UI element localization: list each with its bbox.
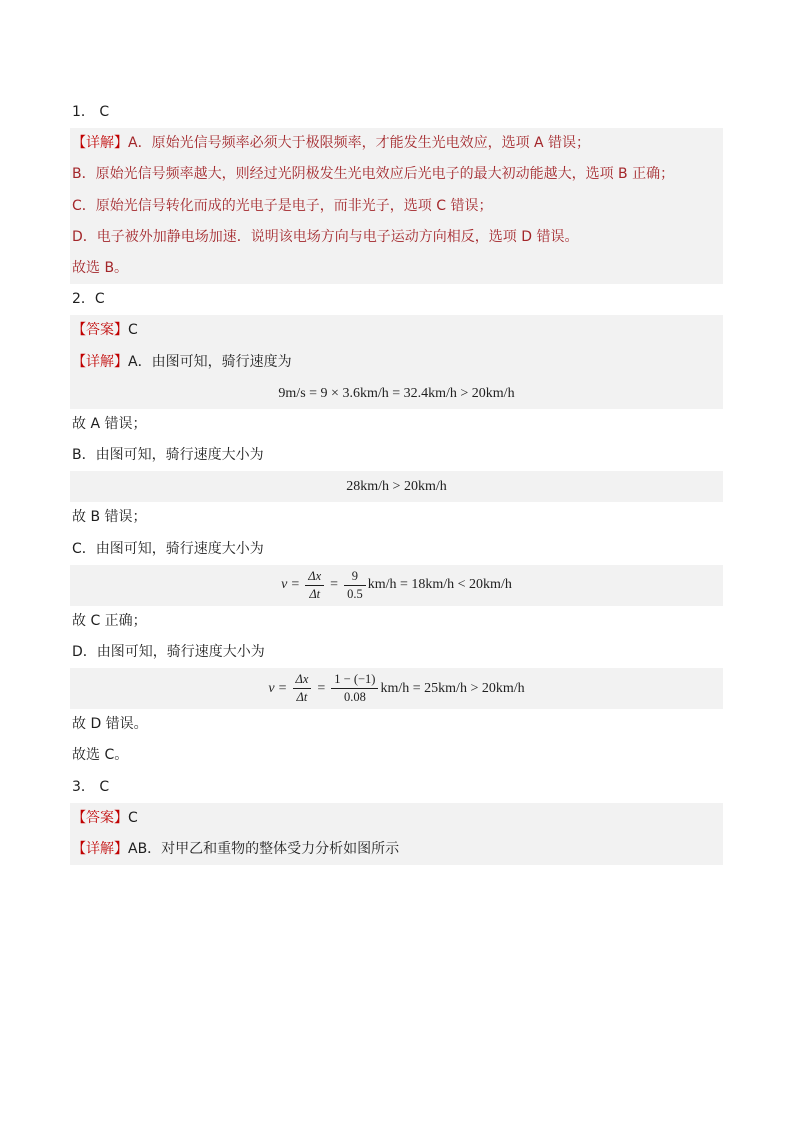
q1-heading: 1． C	[72, 104, 110, 120]
q3-answer-block	[70, 803, 723, 865]
q1-detail-label: 【详解】	[72, 135, 128, 152]
fraction-numerator: 1 − (−1)	[334, 672, 376, 687]
formula-equals: =	[330, 577, 339, 593]
q3-answer-value: C	[128, 809, 138, 826]
q2-option-a-conclusion: 故 A 错误；	[72, 415, 147, 432]
fraction-numerator: 9	[351, 568, 359, 583]
q1-option-d-text: D．电子被外加静电场加速．说明该电场方向与电子运动方向相反，选项 D 错误。	[72, 228, 579, 245]
formula-fraction-values	[331, 672, 378, 705]
q2-option-d-intro: D．由图可知，骑行速度大小为	[72, 644, 265, 660]
q2-answer-line	[70, 315, 723, 346]
q2-option-a-formula: 9m/s = 9 × 3.6km/h = 32.4km/h > 20km/h	[278, 385, 515, 401]
q2-heading: 2．C	[72, 291, 105, 308]
q2-option-c-formula	[70, 565, 723, 606]
question-1	[70, 97, 723, 284]
formula-variable: v	[281, 577, 288, 593]
q1-detail-line	[70, 128, 723, 159]
q2-detail-label: 【详解】	[72, 353, 128, 370]
q3-detail-text: AB．对甲乙和重物的整体受力分析如图所示	[128, 840, 400, 857]
q3-answer-line	[70, 803, 723, 834]
q2-option-a-intro: A．由图可知，骑行速度为	[128, 353, 292, 370]
q2-detail-line	[70, 347, 723, 378]
q2-option-d-formula	[70, 668, 723, 709]
q2-option-b-intro: B．由图可知，骑行速度大小为	[72, 447, 264, 464]
formula-equals: =	[278, 680, 287, 696]
formula-tail: km/h = 18km/h < 20km/h	[367, 577, 512, 593]
formula-variable: v	[268, 680, 275, 696]
q2-answer-value: C	[128, 322, 138, 339]
q1-option-a-text: A．原始光信号频率必须大于极限频率，才能发生光电效应，选项 A 错误；	[128, 135, 591, 152]
formula-fraction-delta	[293, 672, 312, 705]
formula-equals: =	[317, 680, 326, 696]
q1-option-b-text: B．原始光信号频率越大，则经过光阴极发生光电效应后光电子的最大初动能越大，选项 B 正确；	[72, 166, 675, 183]
q2-option-c-conclusion: 故 C 正确；	[72, 612, 147, 629]
formula-tail: km/h = 25km/h > 20km/h	[380, 680, 525, 696]
q2-answer-block	[70, 315, 723, 409]
q2-option-d-conclusion: 故 D 错误。	[72, 716, 148, 733]
q3-detail-label: 【详解】	[72, 840, 128, 857]
q3-heading: 3． C	[72, 778, 110, 795]
formula-fraction-delta	[305, 569, 324, 602]
fraction-denominator: 0.08	[331, 688, 378, 705]
q2-option-b-formula: 28km/h > 20km/h	[70, 471, 723, 502]
fraction-numerator: Δx	[295, 672, 309, 687]
fraction-denominator: Δt	[305, 585, 324, 602]
q3-detail-line	[70, 834, 723, 865]
q2-answer-label: 【答案】	[72, 322, 128, 339]
formula-equals: =	[291, 577, 300, 593]
q2-final-answer: 故选 C。	[72, 747, 129, 764]
question-2	[70, 284, 723, 771]
q2-option-c-intro: C．由图可知，骑行速度大小为	[72, 540, 264, 557]
q1-final-answer: 故选 B。	[72, 259, 129, 276]
question-3	[70, 772, 723, 866]
formula-fraction-values	[344, 569, 366, 602]
fraction-denominator: Δt	[293, 688, 312, 705]
q2-option-b-conclusion: 故 B 错误；	[72, 509, 147, 526]
q1-option-c-text: C．原始光信号转化而成的光电子是电子，而非光子，选项 C 错误；	[72, 197, 493, 214]
fraction-denominator: 0.5	[344, 585, 366, 602]
fraction-numerator: Δx	[308, 568, 322, 583]
q1-detail-block	[70, 128, 723, 284]
answer-content	[70, 97, 723, 865]
q3-answer-label: 【答案】	[72, 809, 128, 826]
